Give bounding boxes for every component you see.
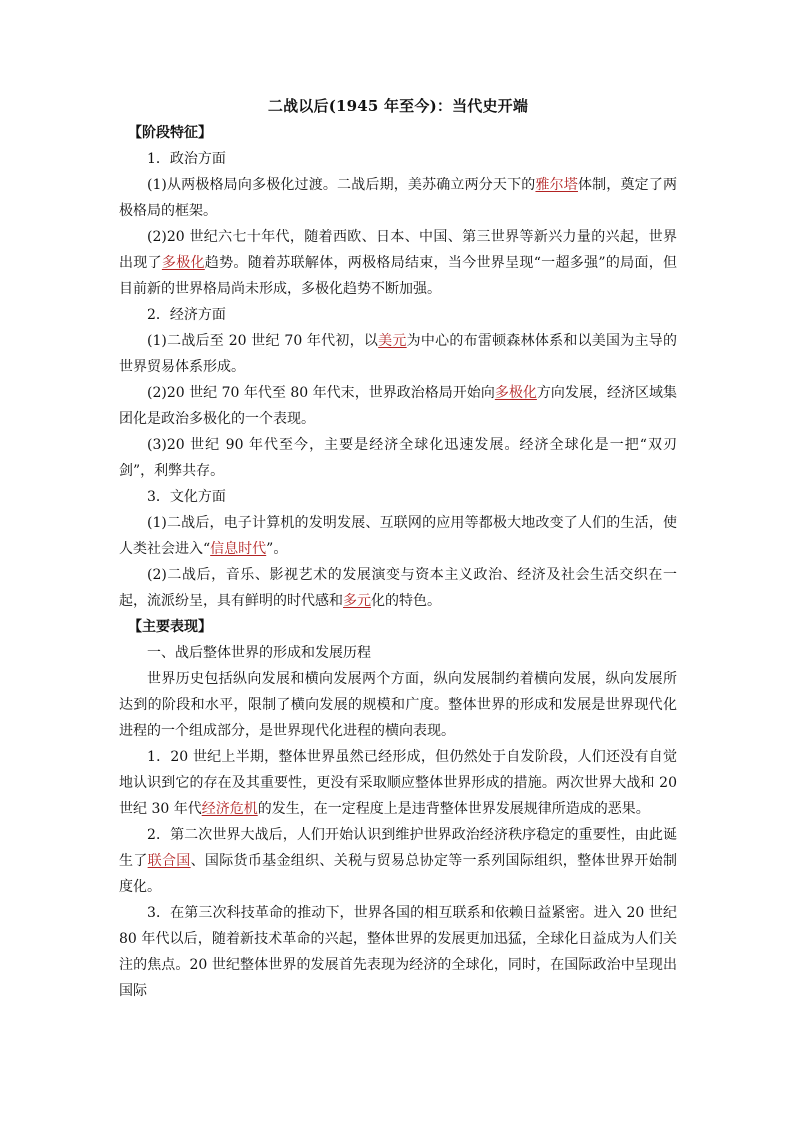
text: 1．20 世纪上半期，整体世界虽然已经形成，但仍然处于自发阶段，人们还没有自觉地认识到它的存在及其重要性，更没有采取顺应整体世界形成的措施。两次世界大战和 20 世纪 30 年代 xyxy=(119,749,677,817)
politics-heading: 1．政治方面 xyxy=(147,151,226,167)
text: (2)20 世纪 70 年代至 80 年代末，世界政治格局开始向 xyxy=(147,385,495,401)
keyword-dollar: 美元 xyxy=(378,333,407,349)
keyword-economic-crisis: 经济危机 xyxy=(201,801,258,817)
text: 方向发展，经济区域集团化是政治多极化的一个表现。 xyxy=(119,385,678,427)
text: (2)20 世纪六七十年代，随着西欧、日本、中国、第三世界等新兴力量的兴起，世界出现了 xyxy=(119,229,677,271)
world-paragraph-3: 3．在第三次科技革命的推动下，世界各国的相互联系和依赖日益紧密。进入 20 世纪 80 年代以后，随着新技术革命的兴起，整体世界的发展更加迅猛，全球化日益成为人们关注的焦点。20 世纪整体世界的发展首先表现为经济的全球化，同时，在国际政治中呈现出国际 xyxy=(119,905,677,999)
section-stage-features: 【阶段特征】 xyxy=(128,125,212,141)
world-intro-paragraph: 世界历史包括纵向发展和横向发展两个方面，纵向发展制约着横向发展，纵向发展所达到的阶段和水平，限制了横向发展的规模和广度。整体世界的形成和发展是世界现代化进程的一个组成部分，是世界现代化进程的横向表现。 xyxy=(119,671,677,739)
document-body xyxy=(119,95,677,1004)
text: (1)二战后至 20 世纪 70 年代初，以 xyxy=(147,333,379,349)
text: 体制，奠定了两极格局的框架。 xyxy=(119,177,677,219)
text: 为中心的布雷顿森林体系和以美国为主导的世界贸易体系形成。 xyxy=(119,333,678,375)
culture-heading: 3．文化方面 xyxy=(147,489,226,505)
text: 化的特色。 xyxy=(371,593,441,609)
politics-paragraph-1 xyxy=(119,172,677,224)
text: (2)二战后，音乐、影视艺术的发展演变与资本主义政治、经济及社会生活交织在一起，流派纷呈，具有鲜明的时代感和 xyxy=(119,567,677,609)
world-paragraph-2 xyxy=(119,822,677,900)
economy-paragraph-2 xyxy=(119,380,677,432)
keyword-multipolarization: 多极化 xyxy=(161,255,205,271)
world-paragraph-1 xyxy=(119,744,677,822)
culture-paragraph-1 xyxy=(119,510,677,562)
text: 的发生，在一定程度上是违背整体世界发展规律所造成的恶果。 xyxy=(257,801,650,817)
economy-paragraph-1 xyxy=(119,328,677,380)
text: 、国际货币基金组织、关税与贸易总协定等一系列国际组织，整体世界开始制度化。 xyxy=(119,853,678,895)
keyword-united-nations: 联合国 xyxy=(147,853,191,869)
culture-paragraph-2 xyxy=(119,562,677,614)
text: ”。 xyxy=(266,541,288,557)
text: 2．第二次世界大战后，人们开始认识到维护世界政治经济秩序稳定的重要性，由此诞生了 xyxy=(119,827,677,869)
keyword-yalta: 雅尔塔 xyxy=(535,177,578,193)
section-main-expressions: 【主要表现】 xyxy=(128,619,212,635)
economy-heading: 2．经济方面 xyxy=(147,307,226,323)
text: (1)二战后，电子计算机的发明发展、互联网的应用等都极大地改变了人们的生活，使人类社会进入“ xyxy=(119,515,677,557)
text: (1)从两极格局向多极化过渡。二战后期，美苏确立两分天下的 xyxy=(147,177,536,193)
page-title: 二战以后(1945 年至今)：当代史开端 xyxy=(267,97,529,115)
keyword-multipolarization: 多极化 xyxy=(494,385,537,401)
economy-paragraph-3: (3)20 世纪 90 年代至今，主要是经济全球化迅速发展。经济全球化是一把“双刃剑”，利弊共存。 xyxy=(119,437,677,479)
keyword-diversity: 多元 xyxy=(343,593,371,609)
text: 趋势。随着苏联解体，两极格局结束，当今世界呈现“一超多强”的局面，但目前新的世界格局尚未形成，多极化趋势不断加强。 xyxy=(119,255,678,297)
world-heading: 一、战后整体世界的形成和发展历程 xyxy=(147,645,371,661)
politics-paragraph-2 xyxy=(119,224,677,302)
keyword-information-age: 信息时代 xyxy=(210,541,267,557)
